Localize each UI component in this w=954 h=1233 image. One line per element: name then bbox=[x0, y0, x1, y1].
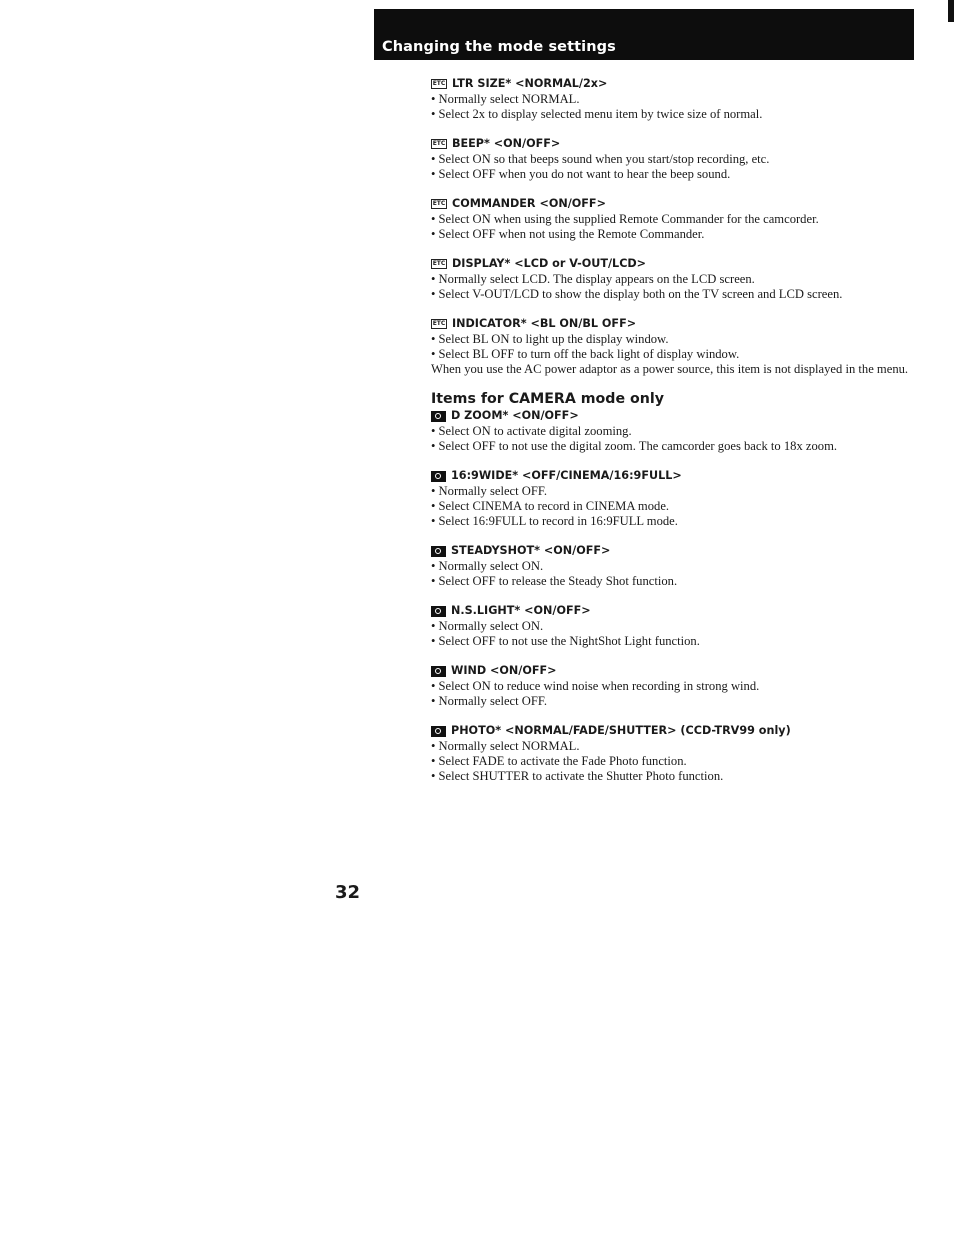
item-title-text: N.S.LIGHT* <ON/OFF> bbox=[451, 604, 591, 617]
menu-item-commander bbox=[431, 196, 911, 242]
item-title bbox=[431, 468, 911, 484]
bullet-line: • Select ON when using the supplied Remote Commander for the camcorder. bbox=[431, 212, 819, 226]
menu-items-content bbox=[431, 76, 911, 798]
bullet-line: • Select ON so that beeps sound when you start/stop recording, etc. bbox=[431, 152, 770, 166]
page-title: Changing the mode settings bbox=[382, 39, 616, 55]
menu-item-steadyshot bbox=[431, 543, 911, 589]
item-title bbox=[431, 316, 911, 332]
bullet-line: • Select 16:9FULL to record in 16:9FULL mode. bbox=[431, 514, 678, 528]
menu-item-indicator bbox=[431, 316, 911, 377]
bullet-line: • Normally select NORMAL. bbox=[431, 92, 580, 106]
menu-item-ltr-size bbox=[431, 76, 911, 122]
bullet-line: • Select SHUTTER to activate the Shutter Photo function. bbox=[431, 769, 724, 783]
menu-item-d-zoom bbox=[431, 408, 911, 454]
item-title-text: BEEP* <ON/OFF> bbox=[452, 137, 561, 150]
item-title bbox=[431, 723, 911, 739]
item-title bbox=[431, 76, 911, 92]
camera-icon bbox=[431, 726, 446, 737]
item-title bbox=[431, 136, 911, 152]
item-title-text: LTR SIZE* <NORMAL/2x> bbox=[452, 77, 608, 90]
bullet-line: • Select OFF when you do not want to hear the beep sound. bbox=[431, 167, 731, 181]
etc-icon: ETC bbox=[432, 140, 446, 147]
item-title bbox=[431, 408, 911, 424]
item-title bbox=[431, 256, 911, 272]
menu-item-photo bbox=[431, 723, 911, 784]
bullet-line: • Select FADE to activate the Fade Photo function. bbox=[431, 754, 687, 768]
camera-icon bbox=[431, 546, 446, 557]
indicator-note: When you use the AC power adaptor as a power source, this item is not displayed in the menu. bbox=[431, 362, 909, 376]
bullet-line: • Select OFF to not use the NightShot Light function. bbox=[431, 634, 700, 648]
camera-icon bbox=[431, 411, 446, 422]
bullet-line: • Select BL OFF to turn off the back light of display window. bbox=[431, 347, 740, 361]
bullet-line: • Select OFF to release the Steady Shot function. bbox=[431, 574, 678, 588]
etc-icon: ETC bbox=[432, 320, 446, 327]
camera-icon bbox=[431, 606, 446, 617]
camera-icon bbox=[431, 666, 446, 677]
bullet-line: • Normally select NORMAL. bbox=[431, 739, 580, 753]
etc-icon: ETC bbox=[432, 200, 446, 207]
bullet-line: • Select ON to activate digital zooming. bbox=[431, 424, 632, 438]
item-title-text: D ZOOM* <ON/OFF> bbox=[451, 409, 579, 422]
menu-item-16-9wide bbox=[431, 468, 911, 529]
item-title-text: PHOTO* <NORMAL/FADE/SHUTTER> (CCD-TRV99 only) bbox=[451, 724, 791, 737]
bullet-line: • Select OFF to not use the digital zoom. The camcorder goes back to 18x zoom. bbox=[431, 439, 838, 453]
bullet-line: • Select OFF when not using the Remote Commander. bbox=[431, 227, 705, 241]
item-title bbox=[431, 663, 911, 679]
item-title bbox=[431, 603, 911, 619]
etc-icon: ETC bbox=[432, 80, 446, 87]
item-title-text: STEADYSHOT* <ON/OFF> bbox=[451, 544, 611, 557]
bullet-line: • Select BL ON to light up the display window. bbox=[431, 332, 669, 346]
item-title-text: 16:9WIDE* <OFF/CINEMA/16:9FULL> bbox=[451, 469, 682, 482]
bullet-line: • Normally select OFF. bbox=[431, 484, 548, 498]
menu-item-wind bbox=[431, 663, 911, 709]
bullet-line: • Normally select OFF. bbox=[431, 694, 548, 708]
etc-icon: ETC bbox=[432, 260, 446, 267]
menu-item-display bbox=[431, 256, 911, 302]
menu-item-ns-light bbox=[431, 603, 911, 649]
item-title bbox=[431, 196, 911, 212]
section-header-bar bbox=[374, 9, 914, 60]
bullet-line: • Normally select ON. bbox=[431, 619, 544, 633]
item-title-text: WIND <ON/OFF> bbox=[451, 664, 557, 677]
bullet-line: • Normally select LCD. The display appears on the LCD screen. bbox=[431, 272, 755, 286]
camera-section-heading: Items for CAMERA mode only bbox=[431, 391, 664, 407]
bullet-line: • Select 2x to display selected menu item by twice size of normal. bbox=[431, 107, 763, 121]
item-title-text: INDICATOR* <BL ON/BL OFF> bbox=[452, 317, 637, 330]
bullet-line: • Select CINEMA to record in CINEMA mode. bbox=[431, 499, 670, 513]
bullet-line: • Normally select ON. bbox=[431, 559, 544, 573]
item-title bbox=[431, 543, 911, 559]
menu-item-beep bbox=[431, 136, 911, 182]
item-title-text: COMMANDER <ON/OFF> bbox=[452, 197, 606, 210]
camera-icon bbox=[431, 471, 446, 482]
page-number: 32 bbox=[335, 882, 361, 903]
item-title-text: DISPLAY* <LCD or V-OUT/LCD> bbox=[452, 257, 647, 270]
bullet-line: • Select V-OUT/LCD to show the display both on the TV screen and LCD screen. bbox=[431, 287, 843, 301]
bullet-line: • Select ON to reduce wind noise when recording in strong wind. bbox=[431, 679, 760, 693]
page-edge-mark bbox=[948, 0, 954, 22]
